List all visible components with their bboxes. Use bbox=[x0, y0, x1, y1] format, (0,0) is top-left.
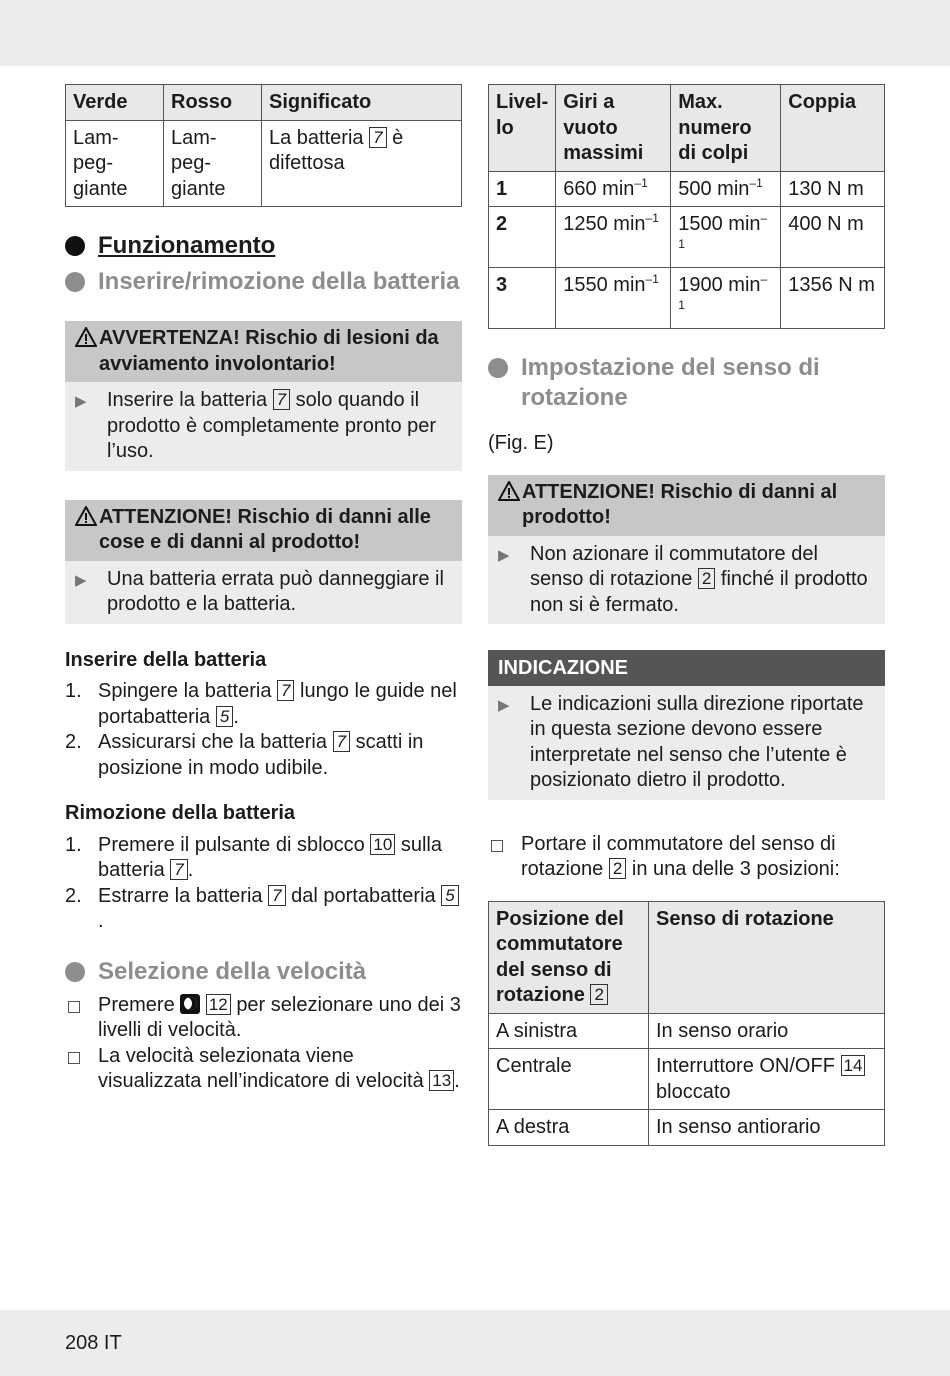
table-row: A sinistra In senso orario bbox=[489, 1013, 885, 1049]
page-number: 208 IT bbox=[65, 1332, 122, 1354]
cell-red: Lam- peg- giante bbox=[164, 120, 262, 207]
note-title: INDICAZIONE bbox=[488, 650, 885, 686]
speed-level-table bbox=[488, 84, 885, 329]
warning-box-damage: ATTENZIONE! Rischio di danni alle cose e di danni al prodotto! ▶ Una batteria errata può danneggiare il prodotto e la batteria. bbox=[65, 500, 462, 624]
header-level: Livel- lo bbox=[489, 85, 556, 172]
bullet-icon bbox=[65, 272, 85, 292]
part-number-badge: 12 bbox=[206, 994, 231, 1015]
list-item: 1. Spingere la batteria 7 lungo le guide nel portabatteria 5 . bbox=[65, 680, 457, 728]
part-number-badge: 14 bbox=[841, 1055, 866, 1076]
part-number-badge: 5 bbox=[216, 706, 233, 727]
right-column bbox=[488, 84, 885, 1146]
part-number-badge: 7 bbox=[268, 885, 285, 906]
checkbox-square-icon bbox=[65, 993, 98, 1044]
header-direction: Senso di rotazione bbox=[649, 901, 885, 1013]
section-impostazione: Impostazione del senso di rotazione bbox=[488, 353, 885, 413]
part-number-badge: 2 bbox=[609, 858, 626, 879]
header-red: Rosso bbox=[164, 85, 262, 121]
list-item: Portare il commutatore del senso di rotazione 2 in una delle 3 posizioni: bbox=[488, 832, 885, 883]
speed-button-icon bbox=[180, 994, 200, 1014]
warning-icon bbox=[75, 327, 99, 377]
section-funzionamento: Funzionamento bbox=[65, 231, 462, 261]
section-selezione: Selezione della velocità bbox=[65, 957, 462, 987]
list-item: 2. Assicurarsi che la batteria 7 scatti in posizione in modo udibile. bbox=[65, 731, 424, 779]
warning-box-injury: AVVERTENZA! Rischio di lesioni da avviamento involontario! ▶ Inserire la batteria 7 solo quando il prodotto è completamente pronto per l’uso. bbox=[65, 321, 462, 471]
header-bpm: Max. numero di colpi bbox=[671, 85, 781, 172]
led-table bbox=[65, 84, 462, 207]
arrow-right-icon: ▶ bbox=[75, 393, 87, 410]
table-row: 3 1550 $\min^{-1}$ 1900 $\min^{-1}$ 1356 N m bbox=[489, 268, 885, 329]
figure-reference: (Fig. E) bbox=[488, 432, 554, 454]
section-inserire-rimozione: Inserire/rimozione della batteria bbox=[65, 267, 462, 297]
bullet-icon bbox=[65, 236, 85, 256]
part-number-badge: 2 bbox=[698, 568, 715, 589]
part-number-badge: 10 bbox=[370, 834, 395, 855]
bullet-icon bbox=[488, 358, 508, 378]
warning-icon bbox=[498, 481, 522, 531]
checkbox-square-icon bbox=[488, 832, 521, 883]
checkbox-square-icon bbox=[65, 1044, 98, 1095]
table-row: A destra In senso antiorario bbox=[489, 1110, 885, 1146]
table-row: Centrale Interruttore ON/OFF 14 bloccato bbox=[489, 1049, 885, 1110]
list-item: 2. Estrarre la batteria 7 dal portabatteria 5. bbox=[65, 884, 462, 935]
part-number-badge: 5 bbox=[441, 885, 458, 906]
note-box: INDICAZIONE ▶ Le indicazioni sulla direzione riportate in questa sezione devono essere interpretate nel senso che l’utente è posizionato dietro il prodotto. bbox=[488, 650, 885, 800]
list-item: 1. Premere il pulsante di sblocco 10 sulla batteria 7 . bbox=[65, 833, 442, 881]
part-number-badge: 13 bbox=[429, 1070, 454, 1091]
cell-meaning: La batteria 7 è difettosa bbox=[262, 120, 462, 207]
rotation-table bbox=[488, 901, 885, 1146]
part-number-badge: 2 bbox=[590, 984, 607, 1005]
warning-icon bbox=[75, 506, 99, 556]
arrow-right-icon: ▶ bbox=[75, 571, 87, 589]
top-band bbox=[0, 0, 950, 66]
part-number-badge: 7 bbox=[170, 859, 187, 880]
part-number-badge: 7 bbox=[333, 731, 350, 752]
table-row: 2 1250 $\min^{-1}$ 1500 $\min^{-1}$ 400 N m bbox=[489, 207, 885, 268]
left-column bbox=[65, 84, 462, 1095]
remove-heading: Rimozione della batteria bbox=[65, 802, 296, 824]
header-green: Verde bbox=[66, 85, 164, 121]
header-torque: Coppia bbox=[781, 85, 885, 172]
header-position: Posizione del commutatore del senso di rotazione 2 bbox=[489, 901, 649, 1013]
footer-band bbox=[0, 1310, 950, 1376]
part-number-badge: 7 bbox=[273, 389, 290, 410]
insert-heading: Inserire della batteria bbox=[65, 648, 267, 671]
part-number-badge: 7 bbox=[277, 680, 294, 701]
header-rpm: Giri a vuoto massimi bbox=[556, 85, 671, 172]
list-item: La velocità selezionata viene visualizzata nell’indicatore di velocità 13 . bbox=[65, 1044, 462, 1095]
arrow-right-icon: ▶ bbox=[498, 696, 510, 714]
header-meaning: Significato bbox=[262, 85, 462, 121]
bullet-icon bbox=[65, 962, 85, 982]
part-number-badge: 7 bbox=[369, 127, 386, 148]
warning-box-product: ATTENZIONE! Rischio di danni al prodotto! ▶ Non azionare il commutatore del senso di rotazione 2 finché il prodotto non si è fermato. bbox=[488, 475, 885, 625]
cell-green: Lam- peg- giante bbox=[66, 120, 164, 207]
table-row: 1 660 $\min^{-1}$ 500 $\min^{-1}$ 130 N m bbox=[489, 171, 885, 207]
list-item: Premere 12 per selezionare uno dei 3 livelli di velocità. bbox=[65, 993, 462, 1044]
arrow-right-icon: ▶ bbox=[498, 546, 510, 564]
